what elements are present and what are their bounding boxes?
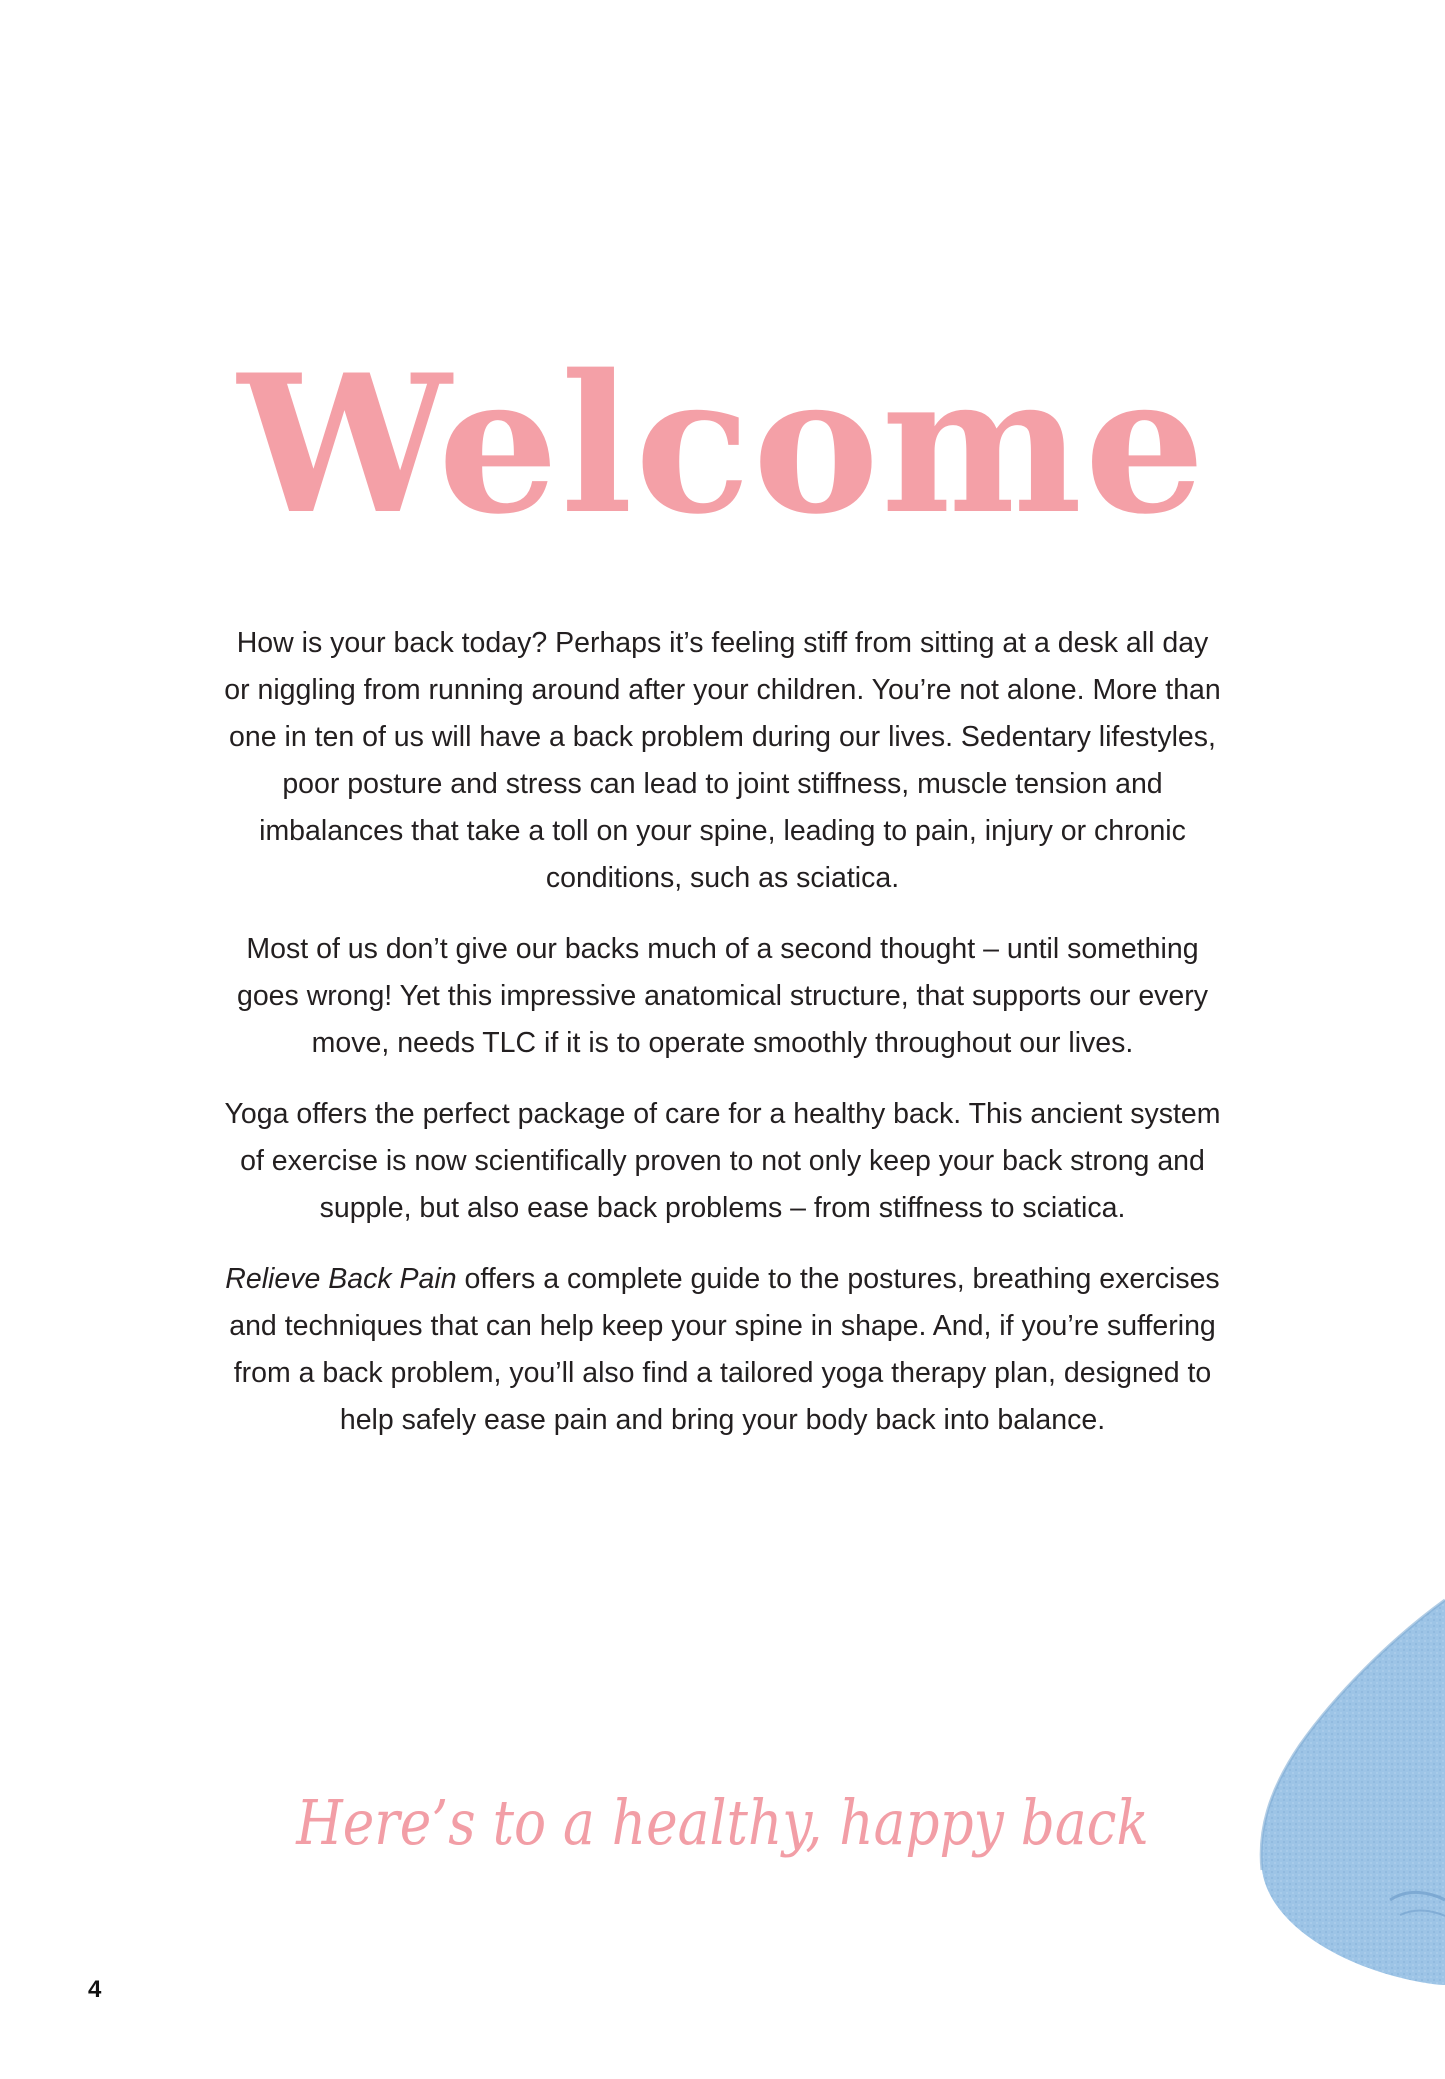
paragraph-3: Yoga offers the perfect package of care for a healthy back. This ancient system of exercise is now scientifically proven to not only keep your back strong and supple, but also ease back problems – from stiffness to sciatica. [224,1098,1221,1224]
yoga-photo-crop [1240,1570,1445,2010]
book-title: Relieve Back Pain [225,1263,457,1295]
intro-text [222,620,1223,1468]
signoff-script: Here’s to a healthy, happy back [296,1786,1149,1859]
page-number: 4 [88,1976,102,2003]
paragraph-1: How is your back today? Perhaps it’s feeling stiff from sitting at a desk all day or niggling from running around after your children. You’re not alone. More than one in ten of us will have a back problem during our lives. Sedentary lifestyles, poor posture and stress can lead to joint stiffness, muscle tension and imbalances that take a toll on your spine, leading to pain, injury or chronic conditions, such as sciatica. [224,627,1221,894]
paragraph-2: Most of us don’t give our backs much of a second thought – until something goes wrong! Yet this impressive anatomical structure, that supports our every move, needs TLC if it is to operate smoothly throughout our lives. [236,933,1209,1059]
paragraph-4-text: offers a complete guide to the postures, breathing exercises and techniques that can help keep your spine in shape. And, if you’re suffering from a back problem, you’ll also find a tailored yoga therapy plan, designed to help safely ease pain and bring your body back into balance. [229,1263,1220,1436]
page-title: Welcome [237,333,1208,556]
paragraph-4 [222,1256,1223,1444]
